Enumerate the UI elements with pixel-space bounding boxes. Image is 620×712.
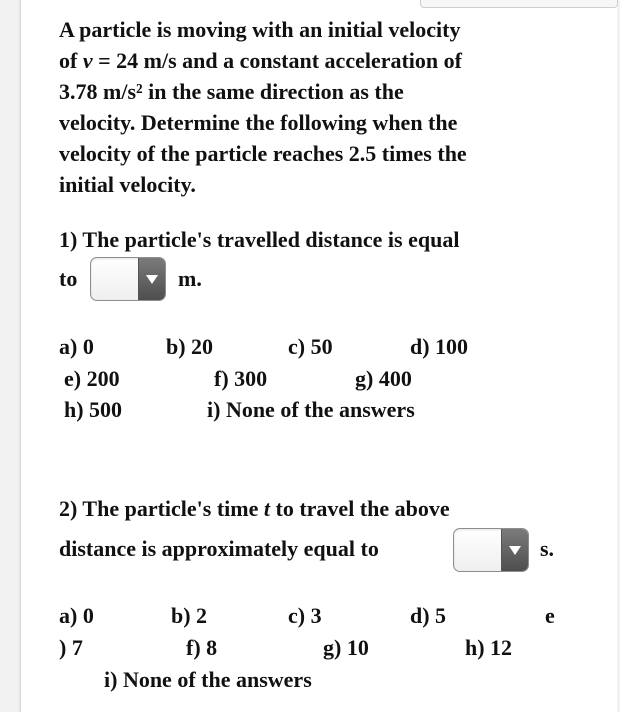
q1-option-i: i) None of the answers [207, 397, 415, 422]
problem-statement [59, 14, 559, 200]
q2-answer-dropdown[interactable] [453, 528, 529, 572]
q1-unit: m. [178, 266, 202, 291]
q1-option-d: d) 100 [410, 334, 469, 359]
q1-option-b: b) 20 [166, 334, 214, 359]
time-symbol: t [263, 496, 271, 521]
q2-option-d: d) 5 [410, 603, 447, 628]
q2-option-e-value: ) 7 [59, 635, 83, 660]
q1-option-a: a) 0 [59, 334, 94, 359]
problem-line-5: velocity of the particle reaches 2.5 times the [59, 141, 467, 166]
q2-prompt-line-2: distance is approximately equal to [59, 536, 379, 561]
velocity-symbol: v [82, 48, 93, 73]
q2-option-e-label: e [545, 603, 555, 628]
q2-option-a: a) 0 [59, 603, 94, 628]
q1-answer-dropdown[interactable] [90, 257, 166, 301]
problem-line-3: 3.78 m/s² in the same direction as the [59, 79, 404, 104]
problem-line-1: A particle is moving with an initial velocity [59, 17, 461, 42]
q2-option-b: b) 2 [171, 603, 208, 628]
problem-line-4: velocity. Determine the following when the [59, 110, 458, 135]
q2-option-c: c) 3 [288, 603, 322, 628]
q1-option-h: h) 500 [64, 397, 123, 422]
q2-prompt-line-1: 2) The particle's time t to travel the above [59, 496, 450, 521]
dropdown-arrow-button[interactable] [138, 258, 165, 300]
q1-option-f: f) 300 [214, 366, 268, 391]
q2-option-h: h) 12 [465, 635, 513, 660]
q1-option-e: e) 200 [64, 366, 120, 391]
q2-option-g: g) 10 [323, 635, 369, 660]
dropdown-arrow-button[interactable] [501, 529, 528, 571]
q2-option-i: i) None of the answers [104, 667, 312, 692]
chevron-down-icon [146, 275, 158, 284]
problem-line-2: of v = 24 m/s and a constant acceleration of [59, 48, 462, 73]
q1-option-g: g) 400 [355, 366, 412, 391]
q1-option-c: c) 50 [288, 334, 333, 359]
q1-prefix: to [59, 266, 78, 291]
q1-prompt: 1) The particle's travelled distance is equal [59, 227, 460, 252]
chevron-down-icon [509, 546, 521, 555]
q2-unit: s. [540, 536, 555, 561]
q2-option-f: f) 8 [186, 635, 218, 660]
problem-line-6: initial velocity. [59, 172, 196, 197]
top-toolbar-edge [420, 0, 618, 8]
